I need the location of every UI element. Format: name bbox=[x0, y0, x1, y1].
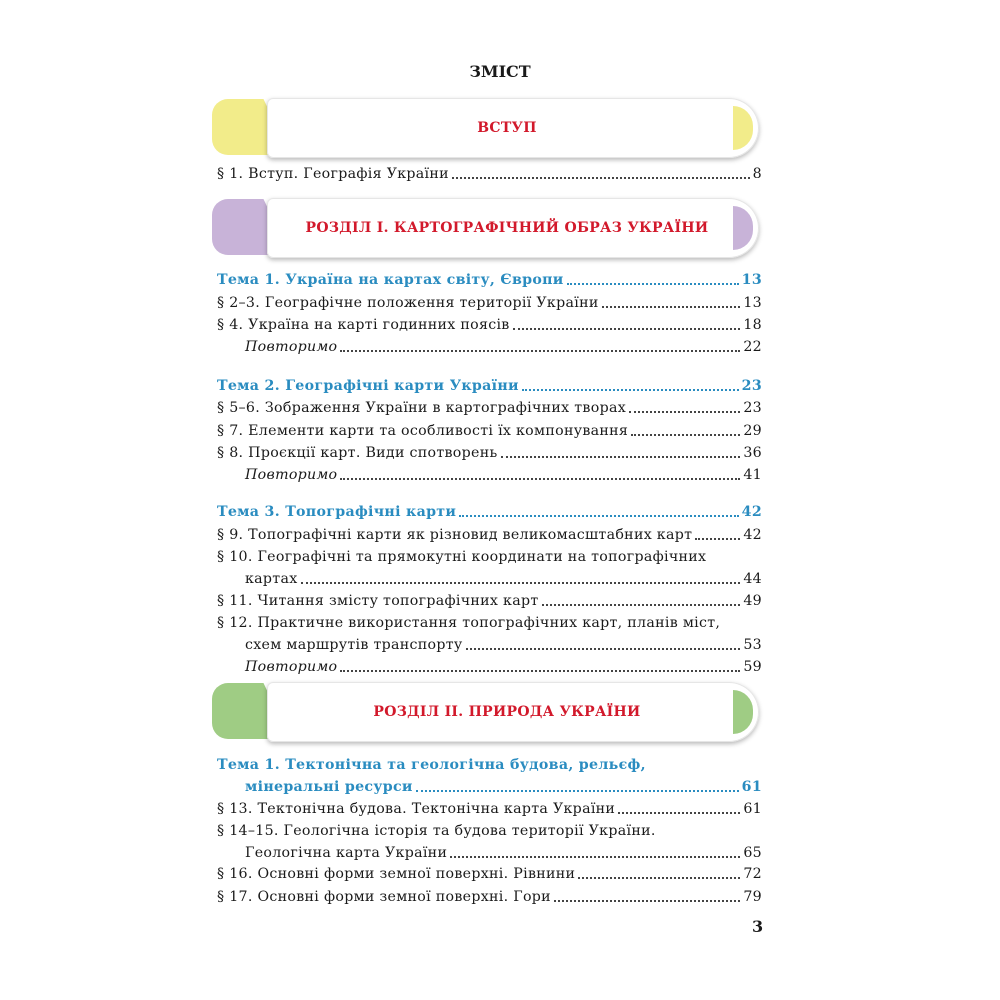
leader-dots bbox=[522, 389, 739, 391]
section-banner-1 bbox=[207, 192, 767, 264]
toc-entry[interactable]: § 7. Елементи карти та особливості їх компонування 29 bbox=[217, 423, 762, 439]
leader-dots bbox=[578, 877, 740, 879]
leader-dots bbox=[618, 812, 740, 814]
toc-entry[interactable]: § 17. Основні форми земної поверхні. Гори 79 bbox=[217, 889, 762, 905]
leader-dots bbox=[629, 411, 740, 413]
leader-dots bbox=[340, 350, 740, 352]
toc-topic[interactable]: Тема 1. Україна на картах світу, Європи 13 bbox=[217, 272, 762, 288]
leader-dots bbox=[542, 604, 741, 606]
toc-review[interactable]: Повторимо 59 bbox=[245, 659, 762, 675]
leader-dots bbox=[513, 328, 741, 330]
section-banner-intro bbox=[207, 92, 767, 164]
toc-entry[interactable]: Геологічна карта України 65 bbox=[245, 845, 762, 861]
leader-dots bbox=[567, 283, 739, 285]
section-banner-2 bbox=[207, 676, 767, 748]
leader-dots bbox=[602, 306, 741, 308]
toc-entry-line[interactable]: § 12. Практичне використання топографічних карт, планів міст, bbox=[217, 615, 721, 631]
leader-dots bbox=[301, 582, 741, 584]
page-title: ЗМІСТ bbox=[469, 62, 531, 81]
leader-dots bbox=[340, 478, 740, 480]
leader-dots bbox=[459, 515, 738, 517]
leader-dots bbox=[452, 177, 750, 179]
toc-entry[interactable]: § 4. Україна на карті годинних поясів 18 bbox=[217, 317, 762, 333]
toc-entry[interactable]: § 16. Основні форми земної поверхні. Рівнини 72 bbox=[217, 866, 762, 882]
toc-entry[interactable]: § 5–6. Зображення України в картографічних творах 23 bbox=[217, 400, 762, 416]
toc-entry[interactable]: картах 44 bbox=[245, 571, 762, 587]
toc-review[interactable]: Повторимо 22 bbox=[245, 339, 762, 355]
leader-dots bbox=[631, 434, 740, 436]
toc-entry-line[interactable]: § 14–15. Геологічна історія та будова території України. bbox=[217, 823, 656, 839]
section-title-1: РОЗДІЛ І. КАРТОГРАФІЧНИЙ ОБРАЗ УКРАЇНИ bbox=[305, 220, 709, 236]
leader-dots bbox=[501, 456, 741, 458]
leader-dots bbox=[695, 538, 740, 540]
toc-entry[interactable]: § 9. Топографічні карти як різновид великомасштабних карт 42 bbox=[217, 527, 762, 543]
toc-entry[interactable]: § 8. Проєкції карт. Види спотворень 36 bbox=[217, 445, 762, 461]
toc-topic[interactable]: Тема 2. Географічні карти України 23 bbox=[217, 378, 762, 394]
toc-topic-line[interactable]: Тема 1. Тектонічна та геологічна будова, рельєф, bbox=[217, 757, 646, 773]
section-title-intro: ВСТУП bbox=[477, 120, 537, 136]
leader-dots bbox=[340, 670, 740, 672]
section-title-2: РОЗДІЛ ІІ. ПРИРОДА УКРАЇНИ bbox=[373, 704, 641, 720]
toc-entry[interactable]: схем маршрутів транспорту 53 bbox=[245, 637, 762, 653]
leader-dots bbox=[466, 648, 741, 650]
toc-entry[interactable]: § 13. Тектонічна будова. Тектонічна карта України 61 bbox=[217, 801, 762, 817]
toc-entry-line[interactable]: § 10. Географічні та прямокутні координати на топографічних bbox=[217, 549, 707, 565]
leader-dots bbox=[450, 856, 740, 858]
leader-dots bbox=[554, 900, 740, 902]
toc-entry[interactable]: § 11. Читання змісту топографічних карт 49 bbox=[217, 593, 762, 609]
page-number: 3 bbox=[752, 917, 764, 936]
leader-dots bbox=[416, 790, 739, 792]
toc-topic[interactable]: мінеральні ресурси 61 bbox=[245, 779, 762, 795]
toc-entry[interactable]: § 2–3. Географічне положення території України 13 bbox=[217, 295, 762, 311]
toc-review[interactable]: Повторимо 41 bbox=[245, 467, 762, 483]
toc-topic[interactable]: Тема 3. Топографічні карти 42 bbox=[217, 504, 762, 520]
toc-entry[interactable]: § 1. Вступ. Географія України 8 bbox=[217, 166, 762, 182]
